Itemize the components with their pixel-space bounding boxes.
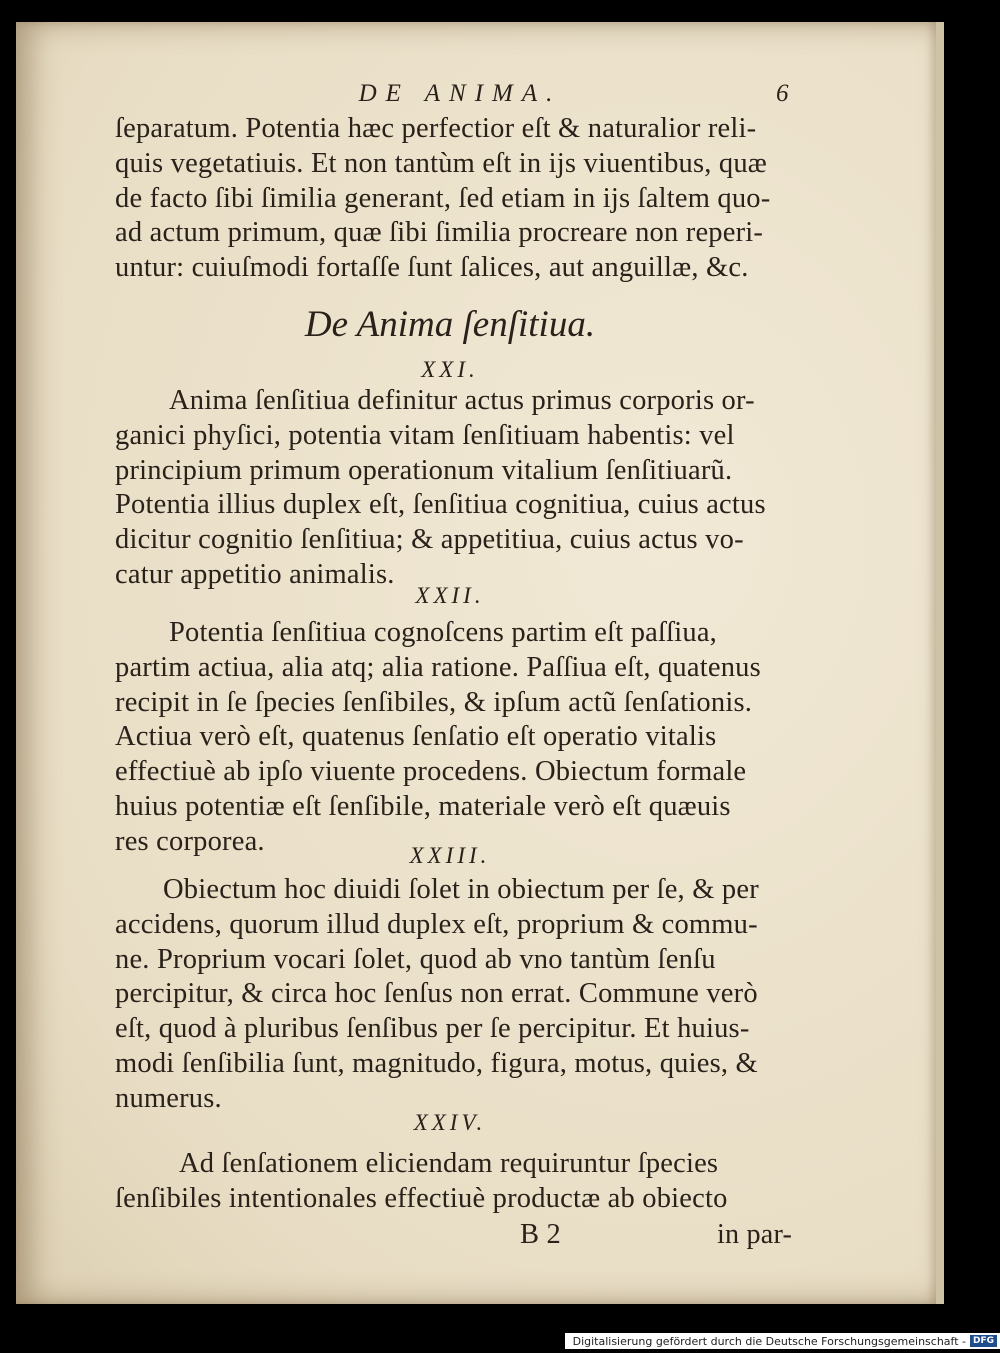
- text-line: ſenſibiles intentionales effectiuè productæ ab obiecto: [115, 1182, 728, 1214]
- section-numeral: XXIII.: [409, 843, 491, 868]
- text-line: Actiua verò eſt, quatenus ſenſatio eſt operatio vitalis: [115, 721, 717, 753]
- text-line: Anima ſenſitiua definitur actus primus corporis or-: [169, 385, 755, 416]
- text-line: dicitur cognitio ſenſitiua; & appetitiua, cuius actus vo-: [115, 524, 744, 556]
- page-edge: [936, 22, 944, 1304]
- dfg-credit-text: Digitalisierung gefördert durch die Deutsche Forschungsgemeinschaft -: [572, 1334, 966, 1348]
- text-line: Potentia ſenſitiua cognoſcens partim eſt paſſiua,: [169, 617, 717, 648]
- text-line: ne. Proprium vocari ſolet, quod ab vno tantùm ſenſu: [115, 943, 716, 975]
- catchword: in par-: [717, 1219, 793, 1250]
- text-line: ganici phyſici, potentia vitam ſenſitiuam habentis: vel: [115, 419, 735, 451]
- text-line: Ad ſenſationem eliciendam requiruntur ſpecies: [179, 1148, 719, 1179]
- section-numeral: XXI.: [421, 357, 479, 382]
- section-numeral: XXIV.: [413, 1110, 487, 1135]
- text-line: partim actiua, alia atq; alia ratione. Paſſiua eſt, quatenus: [115, 651, 761, 683]
- text-line: effectiuè ab ipſo viuente procedens. Obiectum formale: [115, 756, 747, 788]
- text-line: quis vegetatiuis. Et non tantùm eſt in ijs viuentibus, quæ: [115, 147, 768, 179]
- running-title: DE ANIMA.: [358, 80, 562, 107]
- signature-mark: B 2: [520, 1219, 561, 1250]
- text-line: de facto ſibi ſimilia generant, ſed etiam in ijs ſaltem quo-: [115, 182, 771, 214]
- text-line: ſeparatum. Potentia hæc perfectior eſt & naturalior reli-: [115, 113, 757, 144]
- text-line: accidens, quorum illud duplex eſt, proprium & commu-: [115, 908, 758, 940]
- text-line: untur: cuiuſmodi fortaſſe ſunt ſalices, aut anguillæ, &c.: [115, 252, 749, 284]
- text-line: recipit in ſe ſpecies ſenſibiles, & ipſum actũ ſenſationis.: [115, 686, 753, 718]
- section-heading: De Anima ſenſitiua.: [304, 304, 596, 345]
- text-line: res corporea.: [115, 825, 265, 857]
- text-line: huius potentiæ eſt ſenſibile, materiale verò eſt quæuis: [115, 791, 731, 822]
- text-line: numerus.: [115, 1082, 222, 1114]
- dfg-credit-bar: [565, 1333, 1000, 1349]
- text-line: eſt, quod à pluribus ſenſibus per ſe percipitur. Et huius-: [115, 1013, 750, 1045]
- section-numeral: XXII.: [415, 583, 485, 608]
- text-line: ad actum primum, quæ ſibi ſimilia procreare non reperi-: [115, 217, 764, 249]
- text-line: percipitur, & circa hoc ſenſus non errat. Commune verò: [115, 978, 758, 1010]
- text-line: modi ſenſibilia ſunt, magnitudo, figura, motus, quies, &: [115, 1048, 758, 1079]
- text-line: catur appetitio animalis.: [115, 559, 395, 590]
- text-line: Obiectum hoc diuidi ſolet in obiectum per ſe, & per: [163, 874, 759, 905]
- text-line: Potentia illius duplex eſt, ſenſitiua cognitiua, cuius actus: [115, 489, 766, 521]
- text-line: principium primum operationum vitalium ſenſitiuarũ.: [115, 454, 733, 486]
- folio-number: 6: [776, 80, 789, 107]
- dfg-logo: DFG: [970, 1335, 997, 1347]
